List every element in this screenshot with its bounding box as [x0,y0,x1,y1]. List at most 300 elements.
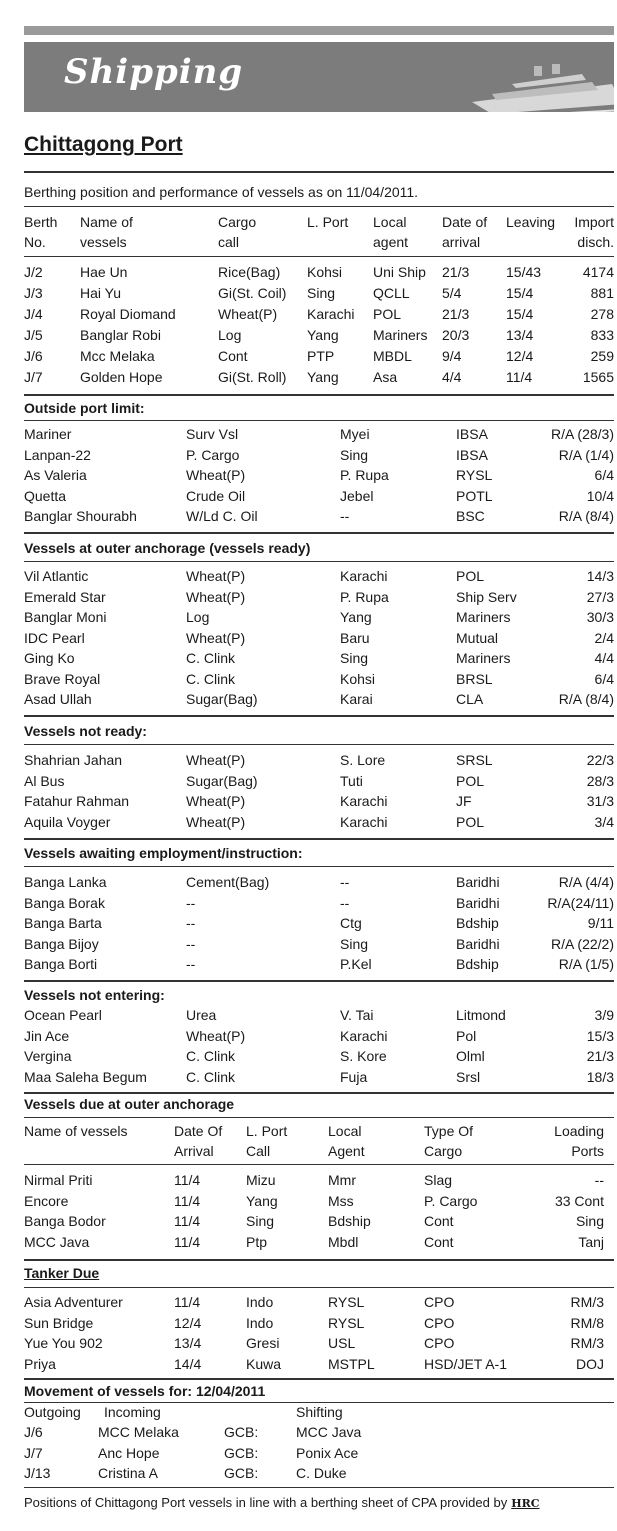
col-header: Local [373,214,407,230]
section-heading: Outside port limit: [24,400,145,416]
table-cell: Sing [340,935,369,952]
table-cell: Baridhi [456,874,500,890]
table-cell: 21/3 [442,264,470,280]
table-cell: Log [186,609,210,625]
table-cell: C. Clink [186,1068,236,1085]
table-cell: Yue You 902 [24,1335,103,1351]
table-cell: 833 [590,327,614,343]
top-rule [24,26,614,35]
table-cell: Wheat(P) [186,568,246,584]
table-cell: PTP [307,348,335,364]
table-cell: -- [340,508,350,524]
table-cell: 881 [590,285,614,301]
table-cell: 31/3 [586,793,614,809]
table-cell: Myei [340,426,370,442]
table-cell: Mutual [456,629,499,646]
table-cell: USL [328,1335,356,1351]
table-cell: Jin Ace [24,1027,70,1044]
footer-note [24,1493,540,1514]
table-cell: Urea [186,1007,217,1023]
table-cell: MSTPL [328,1355,375,1372]
divider [24,838,614,840]
table-cell: RM/8 [570,1314,604,1331]
table-cell: R/A (8/4) [558,508,614,524]
table-cell: J/13 [24,1465,51,1481]
table-cell: Uni Ship [373,264,426,280]
table-cell: -- [594,1172,604,1188]
table-cell: GCB: [224,1444,259,1461]
table-cell: Maa Saleha Begum [24,1068,147,1085]
table-row [0,1333,617,1353]
table-cell: P. Cargo [186,446,240,463]
table-cell: POL [373,306,402,322]
table-row [0,445,617,465]
table-cell: IDC Pearl [24,629,85,646]
table-cell: Cont [424,1213,454,1229]
table-cell: 15/3 [586,1027,614,1044]
table-cell: Bdship [456,956,499,972]
col-header: call [218,234,240,250]
table-cell: Mss [328,1192,354,1209]
divider [24,980,614,982]
section-heading: Vessels not ready: [24,723,147,739]
table-cell: -- [186,956,196,972]
table-cell: Sugar(Bag) [186,772,258,789]
table-cell: 11/4 [174,1192,201,1209]
col-header: L. Port [246,1123,288,1139]
table-row [0,1292,617,1312]
table-row [0,1232,617,1252]
table-cell: CLA [456,691,484,707]
divider [24,1117,614,1118]
due-header-line1 [0,1121,617,1141]
table-cell: Kuwa [246,1355,282,1372]
table-cell: Banga Lanka [24,874,107,890]
table-cell: R/A (1/5) [558,956,614,972]
divider [24,206,614,207]
table-cell: CPO [424,1335,455,1351]
table-cell: QCLL [373,285,410,301]
table-row [0,1463,617,1483]
col-header: L. Port [307,214,349,230]
table-cell: 15/4 [506,306,534,322]
table-cell: P. Rupa [340,588,389,605]
table-cell: R/A (8/4) [558,691,614,707]
table-row [0,1026,617,1046]
section-heading: Vessels at outer anchorage (vessels ready) [24,540,311,556]
table-cell: Ctg [340,915,362,931]
table-cell: Wheat(P) [186,1027,246,1044]
table-cell: Wheat(P) [186,752,246,768]
table-cell: Slag [424,1172,453,1188]
table-cell: MCC Java [296,1424,362,1440]
table-cell: Nirmal Priti [24,1172,93,1188]
table-cell: Jebel [340,487,374,504]
table-cell: Litmond [456,1007,506,1023]
table-cell: Gi(St. Roll) [218,369,287,385]
table-cell: BRSL [456,670,493,687]
table-cell: GCB: [224,1424,259,1440]
table-cell: 15/43 [506,264,542,280]
table-cell: RYSL [328,1294,365,1310]
table-cell: RYSL [328,1314,365,1331]
table-cell: Sing [575,1213,604,1229]
section-heading: Vessels awaiting employment/instruction: [24,845,303,861]
table-cell: Karachi [340,1027,388,1044]
table-cell: Ponix Ace [296,1444,359,1461]
col-header: Name of [80,214,133,230]
col-header: Cargo [424,1143,463,1159]
section-heading: Vessels not entering: [24,987,165,1003]
table-cell: J/6 [24,348,43,364]
divider [24,715,614,717]
table-cell: Karachi [340,813,388,830]
table-cell: MCC Melaka [98,1424,179,1440]
divider [24,171,614,173]
table-row [0,628,617,648]
table-cell: -- [186,894,196,911]
table-cell: DOJ [576,1355,604,1372]
table-cell: Kohsi [307,264,343,280]
col-header: Shifting [296,1404,343,1420]
table-cell: 259 [590,348,614,364]
table-row [0,893,617,913]
divider [24,256,614,257]
table-cell: 21/3 [586,1048,614,1064]
divider [24,1164,614,1165]
table-cell: 4/4 [442,369,462,385]
table-cell: Sing [307,285,336,301]
table-cell: 21/3 [442,306,470,322]
col-header: Import [574,214,614,230]
divider [24,532,614,534]
divider [24,561,614,562]
berthing-header-line2 [0,232,617,252]
table-cell: Wheat(P) [186,793,246,809]
table-cell: Golden Hope [80,369,163,385]
table-cell: Sing [340,446,369,463]
col-header: disch. [577,234,614,250]
table-cell: Priya [24,1355,56,1372]
table-cell: Cont [218,348,248,364]
table-cell: Surv Vsl [186,426,239,442]
table-row [0,1211,617,1231]
table-cell: Ging Ko [24,650,75,666]
page-title: Chittagong Port [24,133,183,156]
divider [24,1378,614,1380]
table-cell: J/5 [24,327,43,343]
col-header: arrival [442,234,481,250]
divider [24,1287,614,1288]
divider [24,866,614,867]
berthing-header-line1 [0,212,617,232]
table-cell: 30/3 [586,609,614,625]
table-row [0,1005,617,1025]
table-cell: Yang [246,1192,278,1209]
table-cell: Karachi [340,793,388,809]
table-cell: C. Duke [296,1465,347,1481]
table-cell: Mbdl [328,1233,359,1250]
berthing-caption: Berthing position and performance of vessels as on 11/04/2011. [24,184,419,200]
table-cell: As Valeria [24,467,87,483]
table-cell: Sun Bridge [24,1314,94,1331]
table-row [0,283,617,303]
table-row [0,1067,617,1087]
table-cell: 22/3 [586,752,614,768]
table-cell: CPO [424,1314,455,1331]
table-cell: -- [186,915,196,931]
table-cell: Banglar Robi [80,327,161,343]
table-row [0,1313,617,1333]
table-cell: 9/11 [587,915,614,931]
table-cell: Rice(Bag) [218,264,281,280]
table-row [0,872,617,892]
table-cell: V. Tai [340,1007,374,1023]
col-header: Cargo [218,214,257,230]
table-cell: Gresi [246,1335,280,1351]
table-cell: 278 [590,306,614,322]
table-cell: Wheat(P) [218,306,278,322]
section-banner [24,42,614,112]
table-row [0,954,617,974]
table-cell: Karachi [307,306,355,322]
table-row [0,791,617,811]
table-row [0,424,617,444]
table-row [0,262,617,282]
col-header: Call [246,1143,271,1159]
table-cell: GCB: [224,1465,259,1481]
table-cell: P. Rupa [340,467,389,483]
table-cell: IBSA [456,446,488,463]
table-cell: Mariner [24,426,72,442]
table-cell: R/A (22/2) [550,935,614,952]
table-cell: R/A(24/11) [547,894,614,911]
table-cell: Sing [246,1213,275,1229]
table-cell: Banga Bodor [24,1213,106,1229]
divider [24,420,614,421]
table-cell: RYSL [456,467,493,483]
table-cell: R/A (4/4) [558,874,614,890]
table-cell: Mariners [456,609,511,625]
table-cell: Baridhi [456,894,500,911]
table-cell: 14/4 [174,1355,202,1372]
table-row [0,587,617,607]
col-header: Agent [328,1143,365,1159]
col-header: Date of [442,214,488,230]
divider [24,744,614,745]
table-cell: Yang [307,369,339,385]
table-cell: 3/9 [594,1007,614,1023]
table-row [0,367,617,387]
table-cell: Sing [340,650,369,666]
table-cell: Log [218,327,242,343]
table-cell: Mizu [246,1172,276,1188]
divider [24,1487,614,1488]
table-cell: Encore [24,1192,69,1209]
table-cell: 18/3 [586,1068,614,1085]
table-cell: Shahrian Jahan [24,752,123,768]
table-cell: Gi(St. Coil) [218,285,287,301]
col-header: Leaving [506,214,556,230]
table-row [0,750,617,770]
table-cell: C. Clink [186,650,236,666]
table-cell: HSD/JET A-1 [424,1355,507,1372]
table-cell: Crude Oil [186,487,246,504]
table-cell: R/A (28/3) [550,426,614,442]
table-cell: POL [456,772,485,789]
table-cell: -- [186,935,196,952]
table-cell: Karachi [340,568,388,584]
section-heading: Vessels due at outer anchorage [24,1096,235,1112]
table-cell: Sugar(Bag) [186,691,258,707]
table-cell: Wheat(P) [186,813,246,830]
table-cell: Emerald Star [24,588,106,605]
col-header: Outgoing [24,1404,81,1420]
table-cell: Kohsi [340,670,376,687]
table-cell: Mariners [456,650,511,666]
table-cell: 12/4 [174,1314,202,1331]
table-cell: S. Lore [340,752,386,768]
table-cell: Banglar Moni [24,609,107,625]
table-cell: RM/3 [570,1335,604,1351]
table-cell: C. Clink [186,1048,236,1064]
table-cell: J/6 [24,1424,43,1440]
table-cell: Mmr [328,1172,356,1188]
table-row [0,1354,617,1374]
table-cell: Vergina [24,1048,72,1064]
table-cell: Hae Un [80,264,128,280]
table-cell: JF [456,793,472,809]
table-cell: POL [456,813,485,830]
table-cell: S. Kore [340,1048,387,1064]
table-cell: POTL [456,487,493,504]
table-cell: Lanpan-22 [24,446,91,463]
table-row [0,934,617,954]
table-cell: Indo [246,1314,274,1331]
table-row [0,607,617,627]
table-row [0,913,617,933]
table-cell: Hai Yu [80,285,121,301]
table-cell: Karai [340,691,373,707]
table-cell: 1565 [582,369,614,385]
table-cell: Banga Borti [24,956,98,972]
table-cell: 3/4 [594,813,614,830]
table-cell: Mcc Melaka [80,348,155,364]
divider [24,394,614,396]
table-cell: R/A (1/4) [558,446,614,463]
table-row [0,346,617,366]
table-row [0,648,617,668]
table-cell: Vil Atlantic [24,568,89,584]
table-cell: Cement(Bag) [186,874,270,890]
col-header: Incoming [104,1404,161,1420]
table-cell: Bdship [328,1213,371,1229]
table-row [0,1191,617,1211]
table-cell: J/2 [24,264,43,280]
table-cell: 13/4 [506,327,534,343]
col-header: Ports [571,1143,604,1159]
table-cell: Fatahur Rahman [24,793,130,809]
table-row [0,689,617,709]
table-cell: 11/4 [174,1294,201,1310]
table-cell: Cont [424,1233,454,1250]
table-cell: Aquila Voyger [24,813,111,830]
table-cell: Asad Ullah [24,691,92,707]
table-cell: 28/3 [586,772,614,789]
table-cell: Cristina A [98,1465,158,1481]
table-row [0,1443,617,1463]
table-cell: Brave Royal [24,670,101,687]
table-cell: Baridhi [456,935,500,952]
col-header: Date Of [174,1123,223,1139]
table-cell: Srsl [456,1068,481,1085]
table-cell: Mariners [373,327,428,343]
table-cell: 11/4 [174,1172,201,1188]
table-cell: 15/4 [506,285,534,301]
table-cell: P. Cargo [424,1192,478,1209]
table-row [0,1046,617,1066]
col-header: agent [373,234,409,250]
table-cell: Banga Bijoy [24,935,99,952]
table-cell: J/4 [24,306,43,322]
table-cell: Indo [246,1294,274,1310]
col-header: vessels [80,234,127,250]
table-cell: -- [340,894,350,911]
section-heading: Tanker Due [24,1265,100,1281]
table-cell: Bdship [456,915,499,931]
table-cell: Asa [373,369,398,385]
table-cell: Royal Diomand [80,306,176,322]
table-cell: Wheat(P) [186,588,246,605]
table-cell: Asia Adventurer [24,1294,123,1310]
table-cell: Yang [307,327,339,343]
table-row [0,465,617,485]
table-cell: 11/4 [174,1233,201,1250]
table-cell: 6/4 [594,670,614,687]
table-cell: 9/4 [442,348,462,364]
table-cell: 5/4 [442,285,462,301]
table-row [0,486,617,506]
table-cell: Fuja [340,1068,368,1085]
table-row [0,325,617,345]
table-row [0,669,617,689]
table-cell: CPO [424,1294,455,1310]
col-header: Type Of [424,1123,474,1139]
due-header-line2 [0,1141,617,1161]
table-cell: Tanj [578,1233,604,1250]
table-cell: Wheat(P) [186,467,246,483]
ship-icon [472,64,614,112]
table-cell: Banga Barta [24,915,102,931]
table-cell: Yang [340,609,372,625]
table-cell: Quetta [24,487,67,504]
hrc-logo: HRC [511,1497,540,1510]
table-cell: 13/4 [174,1335,202,1351]
table-row [0,812,617,832]
col-header: Name of vessels [24,1123,128,1139]
table-cell: Al Bus [24,772,65,789]
table-cell: 11/4 [506,369,533,385]
table-cell: 12/4 [506,348,534,364]
divider [24,1259,614,1261]
table-cell: Anc Hope [98,1444,160,1461]
table-cell: Ocean Pearl [24,1007,102,1023]
table-cell: Baru [340,629,370,646]
table-cell: 11/4 [174,1213,201,1229]
col-header: Local [328,1123,362,1139]
table-cell: Olml [456,1048,485,1064]
table-cell: POL [456,568,485,584]
